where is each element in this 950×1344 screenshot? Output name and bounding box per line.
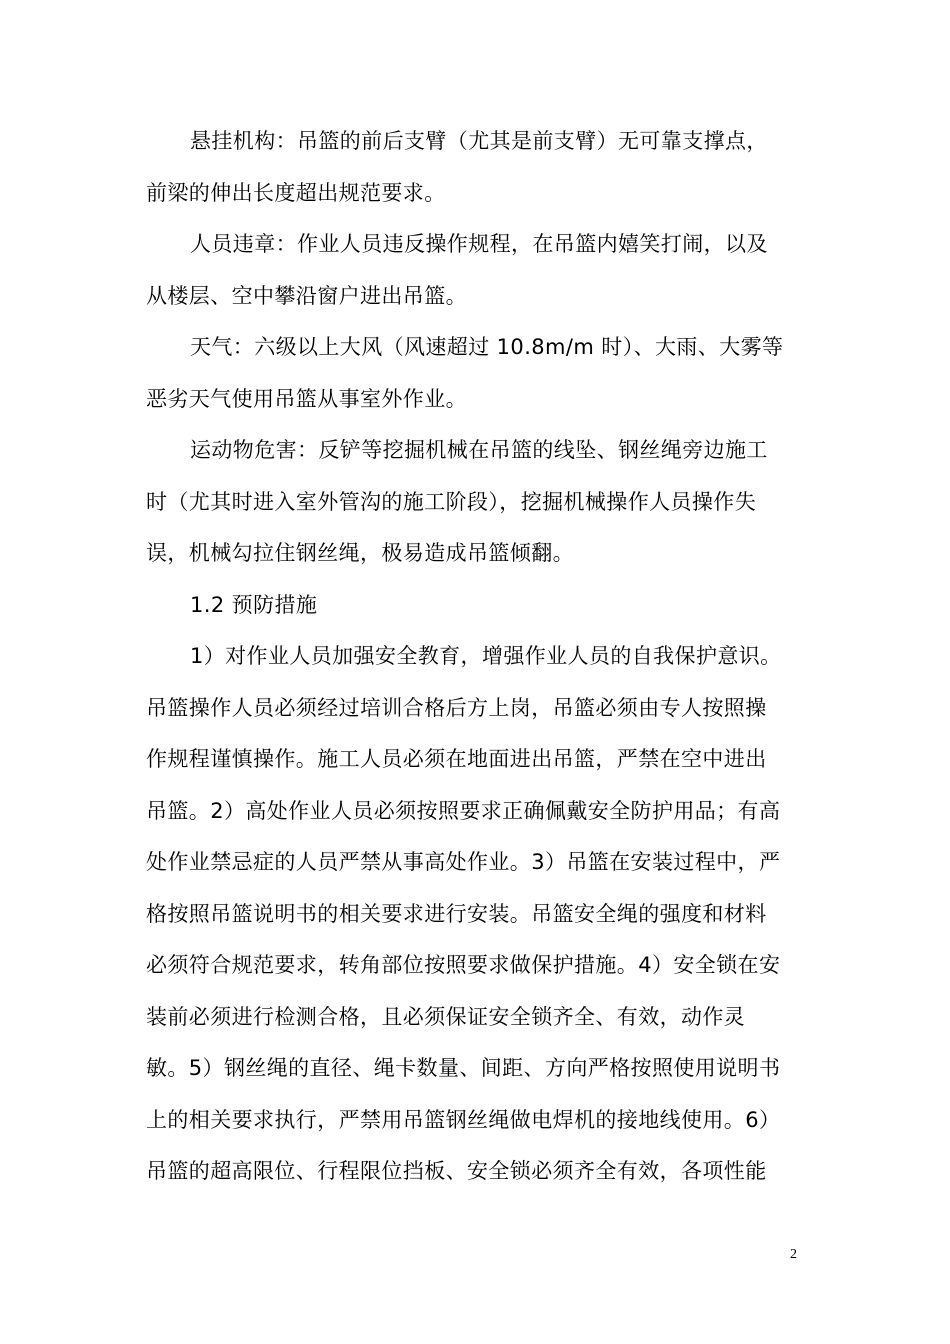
text-line: 必须符合规范要求，转角部位按照要求做保护措施。4）安全锁在安 (146, 953, 781, 977)
text-line: 吊篮的超高限位、行程限位挡板、安全锁必须齐全有效，各项性能 (146, 1159, 767, 1183)
text-line: 时（尤其时进入室外管沟的施工阶段），挖掘机械操作人员操作失 (146, 489, 757, 514)
text-line: 恶劣天气使用吊篮从事室外作业。 (146, 386, 467, 411)
text-line: 前梁的伸出长度超出规范要求。 (146, 180, 446, 205)
text-line: 运动物危害：反铲等挖掘机械在吊篮的线坠、钢丝绳旁边施工 (190, 438, 768, 462)
body-text (146, 116, 806, 1198)
text-line: 吊篮。2）高处作业人员必须按照要求正确佩戴安全防护用品；有高 (146, 798, 781, 823)
text-line: 从楼层、空中攀沿窗户进出吊篮。 (146, 283, 467, 308)
text-line: 敏。5）钢丝绳的直径、绳卡数量、间距、方向严格按照使用说明书 (146, 1056, 781, 1080)
section-heading: 1.2 预防措施 (190, 592, 318, 617)
page-number: 2 (790, 1247, 797, 1262)
text-line: 格按照吊篮说明书的相关要求进行安装。吊篮安全绳的强度和材料 (146, 901, 767, 926)
text-line: 作规程谨慎操作。施工人员必须在地面进出吊篮，严禁在空中进出 (146, 747, 767, 771)
text-line: 天气：六级以上大风（风速超过 10.8m/m 时）、大雨、大雾等 (190, 335, 784, 359)
text-line: 处作业禁忌症的人员严禁从事高处作业。3）吊篮在安装过程中，严 (146, 850, 781, 874)
text-line: 人员违章：作业人员违反操作规程，在吊篮内嬉笑打闹，以及 (190, 232, 768, 256)
text-line: 上的相关要求执行，严禁用吊篮钢丝绳做电焊机的接地线使用。6） (146, 1107, 781, 1132)
text-line: 吊篮操作人员必须经过培训合格后方上岗，吊篮必须由专人按照操 (146, 695, 767, 720)
text-line: 1）对作业人员加强安全教育，增强作业人员的自我保护意识。 (190, 644, 782, 668)
text-line: 误，机械勾拉住钢丝绳，极易造成吊篮倾翻。 (146, 541, 574, 565)
text-line: 悬挂机构：吊篮的前后支臂（尤其是前支臂）无可靠支撑点， (190, 129, 768, 153)
text-line: 装前必须进行检测合格，且必须保证安全锁齐全、有效，动作灵 (146, 1004, 746, 1029)
